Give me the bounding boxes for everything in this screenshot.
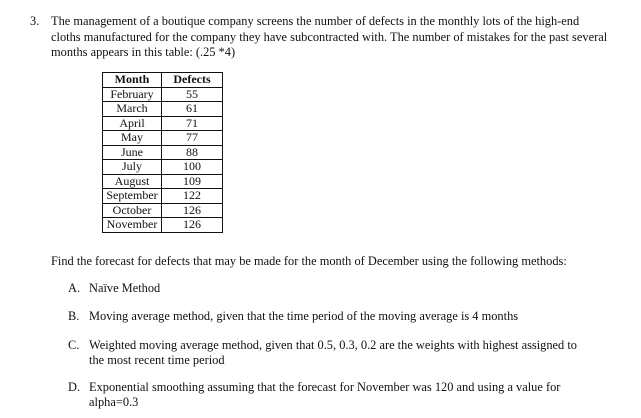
month-cell: November	[103, 218, 162, 233]
header-month: Month	[103, 73, 162, 88]
month-cell: September	[103, 189, 162, 204]
month-cell: October	[103, 203, 162, 218]
option-text: Moving average method, given that the time period of the moving average is 4 months	[89, 309, 519, 323]
header-defects: Defects	[162, 73, 223, 88]
month-cell: April	[103, 116, 162, 131]
defects-cell: 77	[162, 131, 223, 146]
option-text: Naïve Method	[89, 281, 161, 295]
defects-cell: 61	[162, 102, 223, 117]
table-row	[103, 145, 223, 160]
table-row	[103, 87, 223, 102]
table-header-row	[103, 73, 223, 88]
option-letter: C.	[68, 338, 80, 352]
defects-cell: 109	[162, 174, 223, 189]
table-row	[103, 116, 223, 131]
option-letter: A.	[68, 281, 81, 295]
month-cell: May	[103, 131, 162, 146]
month-cell: August	[103, 174, 162, 189]
month-cell: June	[103, 145, 162, 160]
month-cell: July	[103, 160, 162, 175]
defects-cell: 71	[162, 116, 223, 131]
defects-cell: 126	[162, 218, 223, 233]
defects-cell: 126	[162, 203, 223, 218]
option-letter: B.	[68, 309, 80, 323]
option-letter: D.	[68, 380, 81, 394]
month-cell: March	[103, 102, 162, 117]
table-row	[103, 203, 223, 218]
defects-cell: 88	[162, 145, 223, 160]
instruction-text: Find the forecast for defects that may be made for the month of December using the following methods:	[51, 254, 567, 268]
table-row	[103, 189, 223, 204]
defects-cell: 122	[162, 189, 223, 204]
defects-cell: 100	[162, 160, 223, 175]
option-text: Exponential smoothing assuming that the forecast for November was 120 and using a value for alpha=0.3	[89, 380, 561, 409]
question-number: 3.	[30, 14, 40, 28]
table-row	[103, 131, 223, 146]
table-row	[103, 218, 223, 233]
month-cell: February	[103, 87, 162, 102]
defects-table	[102, 72, 223, 233]
table-row	[103, 174, 223, 189]
table-row	[103, 102, 223, 117]
option-text: Weighted moving average method, given that 0.5, 0.3, 0.2 are the weights with highest assigned to the most recent time period	[89, 338, 577, 367]
table-row	[103, 160, 223, 175]
question-text: The management of a boutique company screens the number of defects in the monthly lots of the high-end cloths manufactured for the company they have subcontracted with. The number of mistakes for the past several months appears in this table: (.25 *4)	[51, 14, 608, 59]
defects-cell: 55	[162, 87, 223, 102]
